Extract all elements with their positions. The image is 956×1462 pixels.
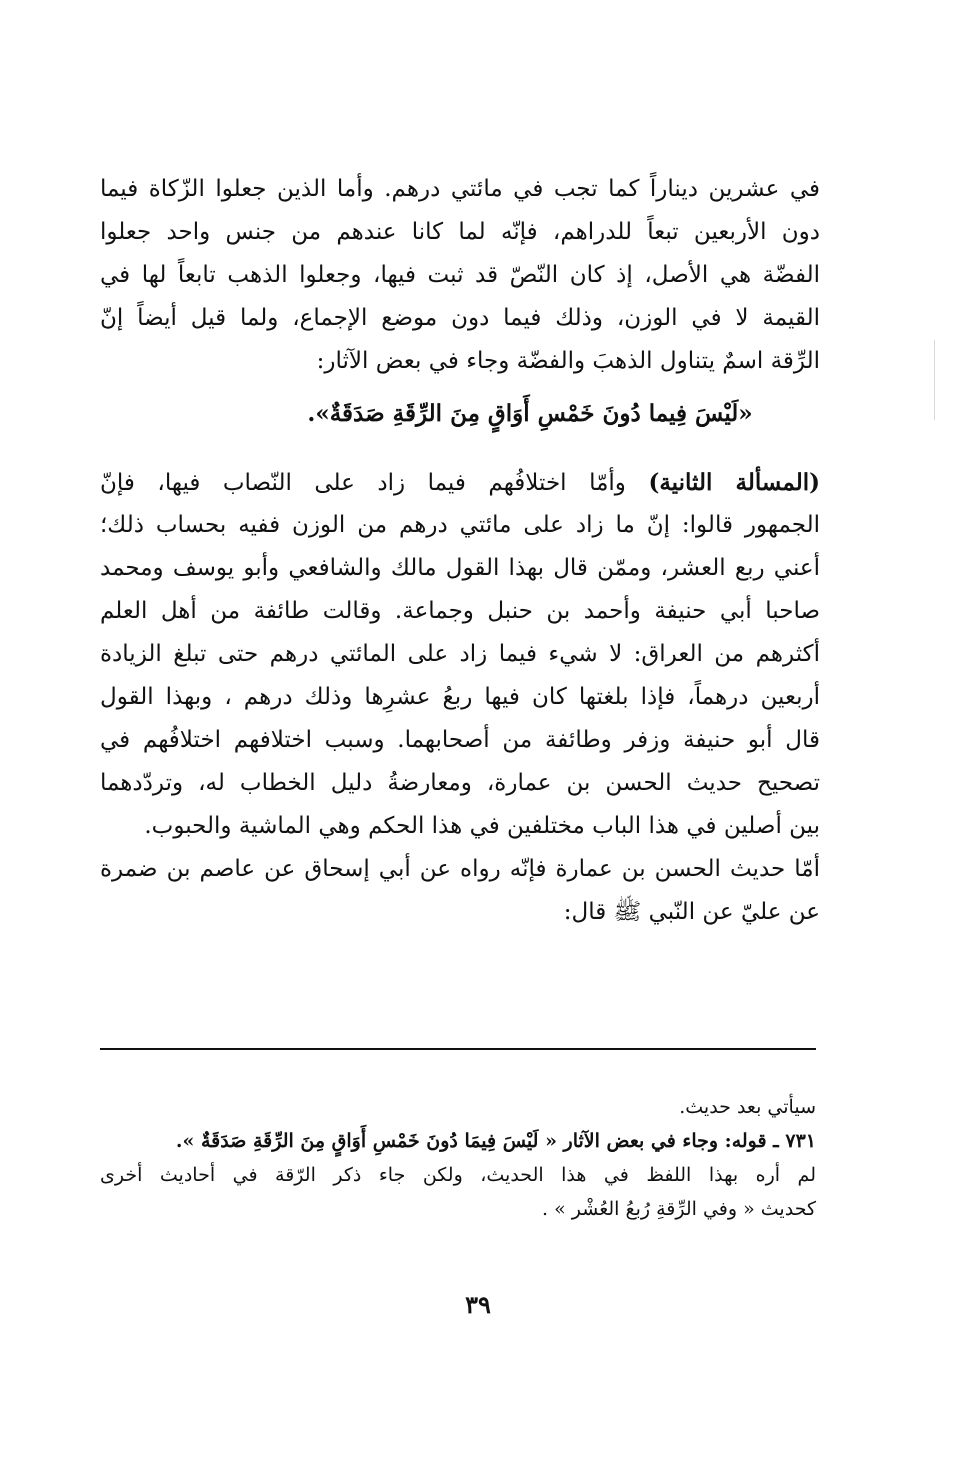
main-text-block [100, 168, 820, 934]
text-line: تصحيح حديث الحسن بن عمارة، ومعارضةُ دليل الخطاب له، وتردّدهما [100, 770, 820, 796]
text-line: عن عليّ عن النّبي ﷺ قال: [563, 899, 820, 925]
scan-margin-mark [934, 340, 935, 420]
text-line: بين أصلين في هذا الباب مختلفين في هذا الحكم وهي الماشية والحبوب. [144, 813, 820, 839]
text-line: أكثرهم من العراق: لا شيء فيما زاد على المائتي درهم حتى تبلغ الزيادة [100, 641, 820, 667]
footnote-divider [100, 1048, 816, 1050]
page-number: ٣٩ [465, 1290, 491, 1319]
text-line: صاحبا أبي حنيفة وأحمد بن حنبل وجماعة. وقالت طائفة من أهل العلم [100, 598, 820, 624]
footnote-line: سيأتي بعد حديث. [679, 1096, 816, 1118]
text-line: القيمة لا في الوزن، وذلك فيما دون موضع الإجماع، ولما قيل أيضاً إنّ [100, 305, 820, 331]
section-heading: (المسألة الثانية) [648, 469, 820, 496]
text-line: في عشرين ديناراً كما تجب في مائتي درهم. وأما الذين جعلوا الزّكاة فيما [100, 176, 820, 202]
text-line: الفضّة هي الأصل، إذ كان النّصّ قد ثبت فيها، وجعلوا الذهب تابعاً لها في [100, 262, 820, 288]
text-line: قال أبو حنيفة وزفر وطائفة من أصحابهما. وسبب اختلافهم اختلافُهم في [100, 727, 820, 753]
text-line: أربعين درهماً، فإذا بلغتها كان فيها ربعُ عشرِها وذلك درهم ، وبهذا القول [100, 684, 820, 710]
paragraph-gap [100, 445, 820, 461]
footnote-line: لم أره بهذا اللفظ في هذا الحديث، ولكن جاء ذكر الرّقة في أحاديث أخرى [100, 1164, 816, 1186]
text-line: الرِّقة اسمٌ يتناول الذهبَ والفضّة وجاء في بعض الآثار: [316, 348, 820, 374]
text-line: أعني ربع العشر، وممّن قال بهذا القول مالك والشافعي وأبو يوسف ومحمد [100, 555, 820, 581]
footnotes-block [100, 1090, 816, 1226]
hadith-quote: «لَيْسَ فِيما دُونَ خَمْسِ أَوَاقٍ مِنَ الرِّقَةِ صَدَقَةٌ». [307, 400, 753, 427]
text-line: الجمهور قالوا: إنّ ما زاد على مائتي درهم من الوزن ففيه بحساب ذلك؛ [100, 512, 820, 538]
footnote-line: ٧٣١ ـ قوله: وجاء في بعض الآثار « لَيْسَ فِيمَا دُونَ خَمْسِ أَوَاقٍ مِنَ الرِّقَةِ صَدَقَةٌ ». [175, 1130, 816, 1152]
text-run: وأمّا اختلافُهم فيما زاد على النّصاب فيها، فإنّ [100, 470, 626, 496]
text-line-with-heading [100, 461, 820, 504]
text-line: دون الأربعين تبعاً للدراهم، فإنّه لما كانا عندهم من جنس واحد جعلوا [100, 219, 820, 245]
text-line: أمّا حديث الحسن بن عمارة فإنّه رواه عن أبي إسحاق عن عاصم بن ضمرة [100, 856, 820, 882]
footnote-line: كحديث « وفي الرِّقةِ رُبعُ العُشْر » . [542, 1198, 816, 1220]
